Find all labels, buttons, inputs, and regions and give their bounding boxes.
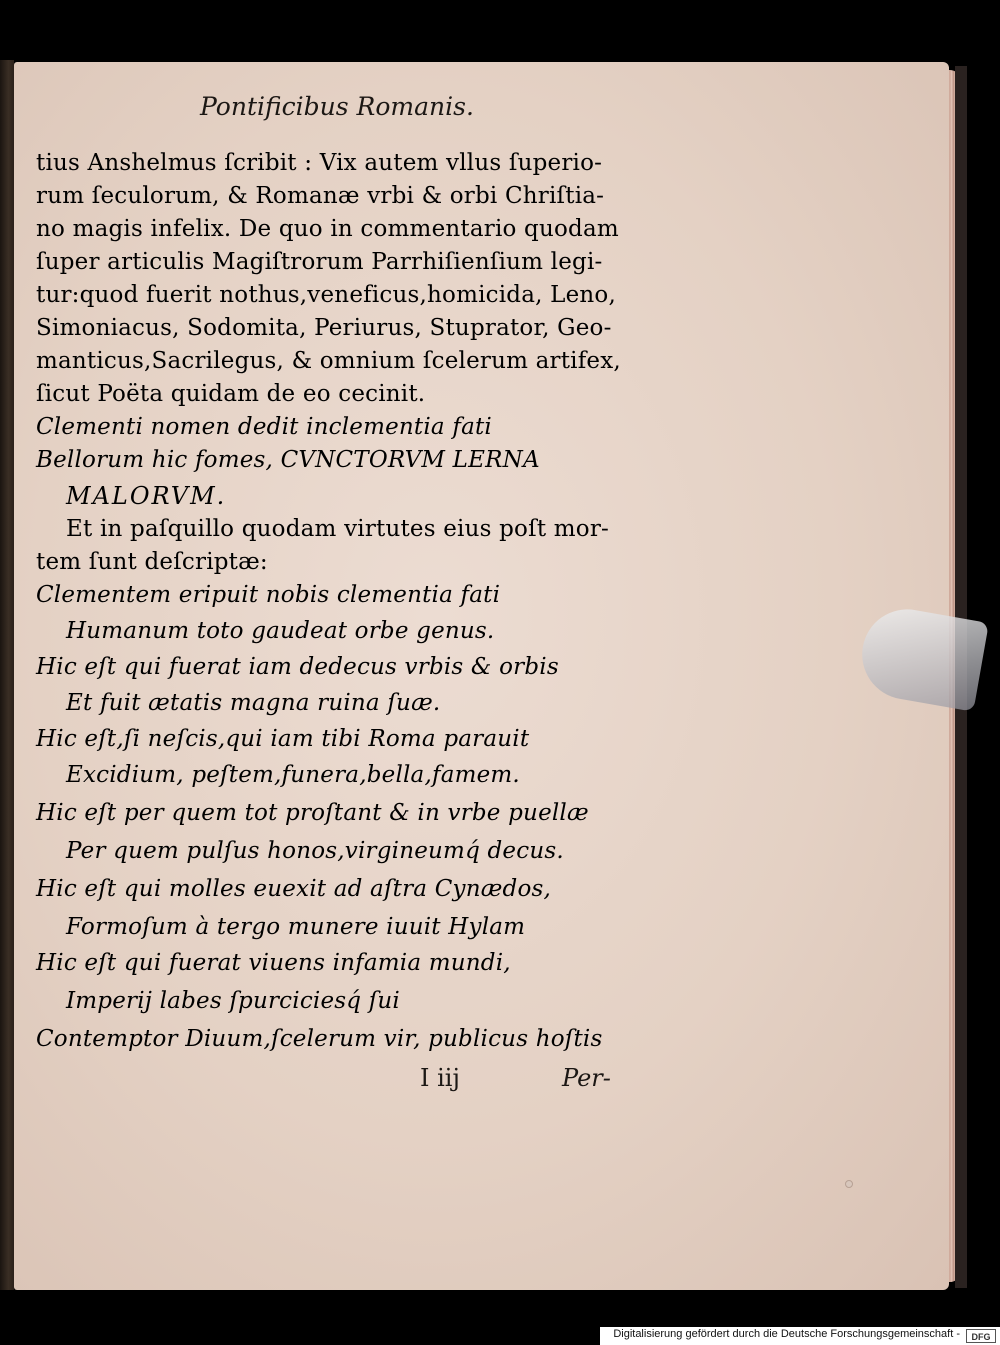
text-line: Hic eſt qui fuerat iam dedecus vrbis & orbis [36,654,559,680]
text-line: Et fuit ætatis magna ruina ſuæ. [66,690,441,716]
text-line: Contemptor Diuum,ſcelerum vir, publicus hoſtis [36,1026,603,1052]
text-line: tem ſunt deſcriptæ: [36,549,268,575]
text-line: tius Anshelmus ſcribit : Vix autem vllus ſuperio- [36,150,603,176]
text-line: Simoniacus, Sodomita, Periurus, Stuprator, Geo- [36,315,612,341]
footer-credit: Digitalisierung gefördert durch die Deutsche Forschungsgemeinschaft - [613,1328,960,1340]
text-line: Per quem pulſus honos,virgineumq́ decus. [66,838,564,864]
text-line: ſicut Poëta quidam de eo cecinit. [36,381,426,407]
text-line: Humanum toto gaudeat orbe genus. [66,618,495,644]
text-line: ſuper articulis Magiſtrorum Parrhiſienſium legi- [36,249,603,275]
book-binding [0,60,14,1290]
text-line: Imperij labes ſpurciciesq́ ſui [66,988,400,1014]
paper-spot [845,1180,853,1188]
text-line: Hic eſt qui molles euexit ad aſtra Cynædos, [36,876,552,902]
text-line: Formoſum à tergo munere iuuit Hylam [66,914,526,940]
running-head: Pontificibus Romanis. [200,92,474,121]
text-line: Et in paſquillo quodam virtutes eius poſt mor- [66,516,609,542]
text-line: no magis infelix. De quo in commentario quodam [36,216,619,242]
text-line: manticus,Sacrilegus, & omnium ſcelerum artifex, [36,348,621,374]
catchword: Per- [562,1064,611,1092]
text-line: Hic eſt qui fuerat viuens infamia mundi, [36,950,511,976]
text-line: Hic eſt,ſi neſcis,qui iam tibi Roma parauit [36,726,530,752]
text-line: Excidium, peſtem,funera,bella,famem. [66,762,520,788]
dfg-logo: DFG [966,1329,996,1343]
text-line: Hic eſt per quem tot proſtant & in vrbe puellæ [36,800,589,826]
text-line: Clementi nomen dedit inclementia fati [36,414,492,440]
text-line: Clementem eripuit nobis clementia fati [36,582,501,608]
text-line: rum ſeculorum, & Romanæ vrbi & orbi Chriſtia- [36,183,605,209]
text-line: tur:quod fuerit nothus,veneficus,homicida, Leno, [36,282,616,308]
text-line: Bellorum hic fomes, CVNCTORVM LERNA [36,447,540,473]
text-line: MALORVM. [66,482,227,510]
signature-mark: I iij [420,1064,460,1092]
